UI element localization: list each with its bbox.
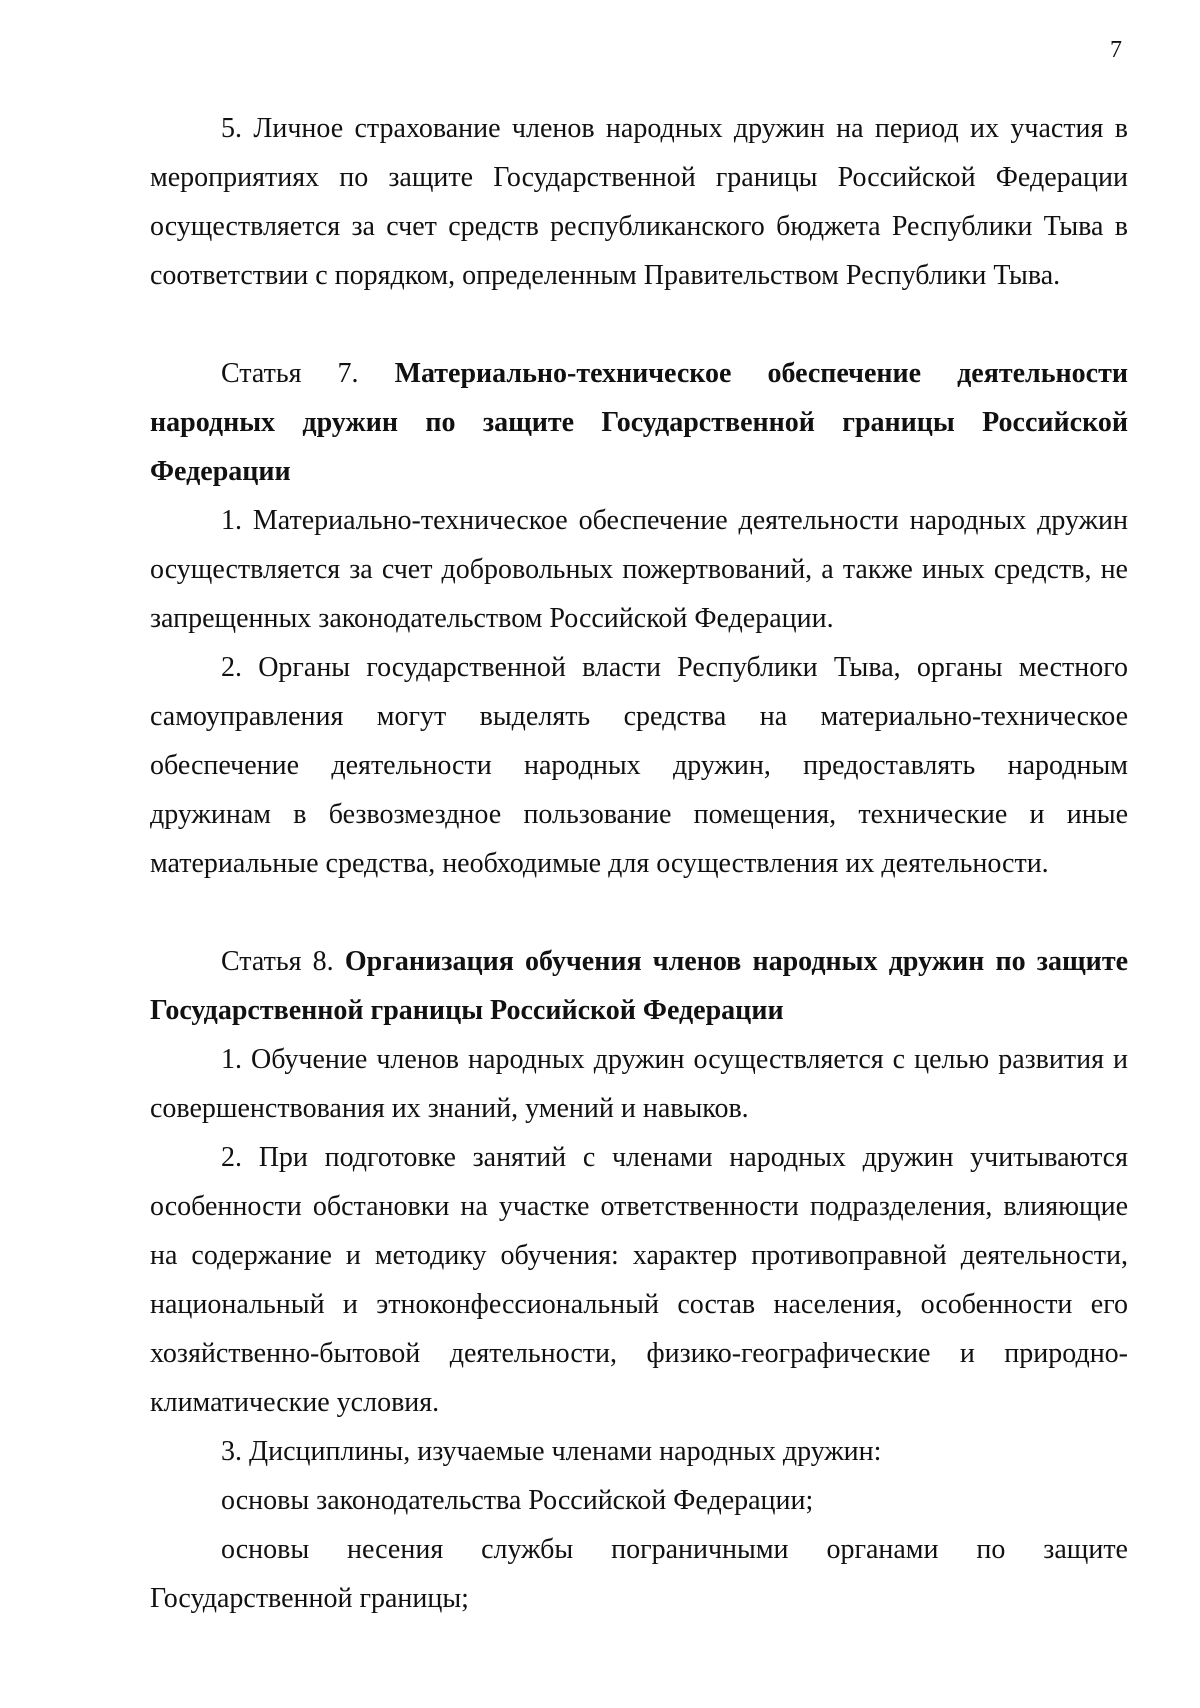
article-8-list-item-1: основы законодательства Российской Федерации; bbox=[221, 1485, 814, 1516]
article-7-heading bbox=[150, 349, 1128, 496]
document-body bbox=[150, 104, 1128, 1623]
article-8-title: Организация обучения членов народных дружин по защите Государственной границы Российской Федерации bbox=[150, 946, 1128, 1026]
article-8-heading bbox=[150, 937, 1128, 1035]
article-7-prefix: Статья 7. bbox=[221, 358, 359, 389]
paragraph-insurance: 5. Личное страхование членов народных дружин на период их участия в мероприятиях по защите Государственной границы Российской Федерации осуществляется за счет средств республиканского бюджета Республики Тыва в соответствии с порядком, определенным Правительством Республики Тыва. bbox=[150, 113, 1128, 291]
article-8-list-item-2: основы несения службы пограничными органами по защите Государственной границы; bbox=[150, 1534, 1128, 1614]
article-7-paragraph-1: 1. Материально-техническое обеспечение деятельности народных дружин осуществляется за счет добровольных пожертвований, а также иных средств, не запрещенных законодательством Российской Федерации. bbox=[150, 505, 1128, 634]
spacer bbox=[150, 888, 1128, 937]
spacer bbox=[150, 300, 1128, 349]
article-7-title: Материально-техническое обеспечение деятельности народных дружин по защите Государственной границы Российской Федерации bbox=[150, 358, 1128, 487]
page-number: 7 bbox=[1110, 37, 1122, 63]
article-7-paragraph-2: 2. Органы государственной власти Республики Тыва, органы местного самоуправления могут выделять средства на материально-техническое обеспечение деятельности народных дружин, предоставлять народным дружинам в безвозмездное пользование помещения, технические и иные материальные средства, необходимые для осуществления их деятельности. bbox=[150, 652, 1128, 879]
article-8-paragraph-1: 1. Обучение членов народных дружин осуществляется с целью развития и совершенствования их знаний, умений и навыков. bbox=[150, 1044, 1128, 1124]
article-8-paragraph-2: 2. При подготовке занятий с членами народных дружин учитываются особенности обстановки на участке ответственности подразделения, влияющие на содержание и методику обучения: характер противоправной деятельности, национальный и этноконфессиональный состав населения, особенности его хозяйственно-бытовой деятельности, физико-географические и природно-климатические условия. bbox=[150, 1142, 1128, 1418]
article-8-prefix: Статья 8. bbox=[221, 946, 334, 977]
article-8-paragraph-3: 3. Дисциплины, изучаемые членами народных дружин: bbox=[221, 1436, 882, 1467]
